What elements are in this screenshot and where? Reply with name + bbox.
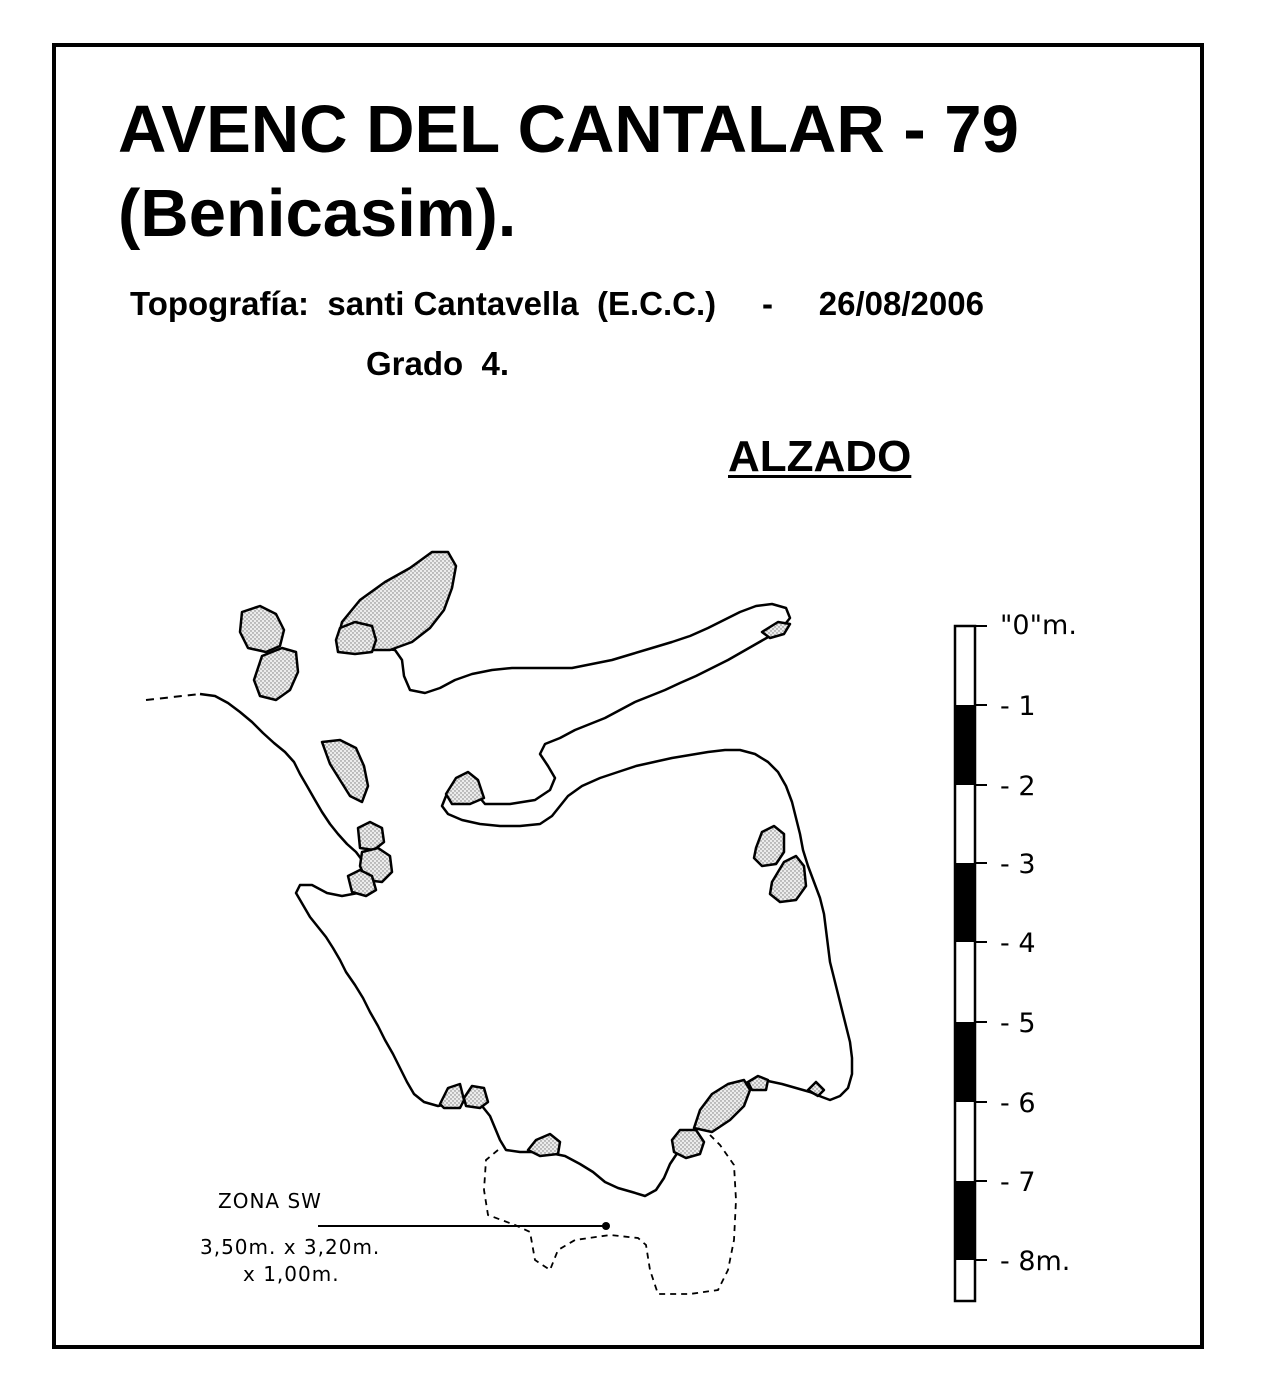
boulder-floor-g [808, 1082, 824, 1096]
sw-zone-dashed-outline [484, 1135, 736, 1294]
cave-title-line1: AVENC DEL CANTALAR - 79 [118, 92, 1019, 167]
scale-bar-label: - 2 [1000, 771, 1036, 802]
scale-bar-segment [955, 626, 975, 705]
boulders [240, 552, 824, 1158]
sw-zone-marker-dot [602, 1222, 610, 1230]
boulder-wall-a [358, 822, 384, 850]
boulder-floor-b [464, 1086, 488, 1108]
sw-zone-dimensions-line2: x 1,00m. [243, 1262, 340, 1286]
scale-bar-label: - 8m. [1000, 1246, 1071, 1277]
scale-bar-segment [955, 1260, 975, 1301]
cave-title-line2: (Benicasim). [118, 176, 517, 251]
boulder-top-left [336, 622, 376, 654]
boulder-passage-end [446, 772, 484, 804]
boulder-left-upper [240, 606, 284, 652]
scale-bar-label: - 7 [1000, 1167, 1036, 1198]
upper-passage-outline [378, 604, 790, 804]
boulder-floor-d [672, 1130, 704, 1158]
scale-bar-segment [955, 863, 975, 942]
cave-wall-outline [200, 694, 852, 1196]
sw-zone-label: ZONA SW [218, 1189, 322, 1213]
scale-bar-label: - 6 [1000, 1088, 1036, 1119]
scale-bar-segment [955, 1102, 975, 1181]
scale-bar-segment [955, 1022, 975, 1102]
scale-bar-segment [955, 785, 975, 863]
boulder-floor-c [528, 1134, 560, 1156]
survey-grade: Grado 4. [366, 345, 510, 382]
scale-bar-segment [955, 705, 975, 785]
scale-bar-label: - 3 [1000, 849, 1036, 880]
scale-bar-segments [955, 626, 975, 1301]
scale-bar-segment [955, 1181, 975, 1260]
boulder-east-upper [754, 826, 784, 866]
section-type-label: ALZADO [728, 432, 912, 481]
boulder-floor-e [694, 1080, 750, 1132]
scale-bar-label: - 5 [1000, 1008, 1036, 1039]
scale-bar-ticks [975, 626, 987, 1260]
vertical-scale-bar [955, 610, 1077, 1301]
topography-credits: Topografía: santi Cantavella (E.C.C.) - 26/08/2006 [130, 285, 984, 322]
boulder-left-lower [254, 648, 298, 700]
surface-dashed-line [146, 694, 200, 700]
scale-bar-segment [955, 942, 975, 1022]
sw-zone-dimensions-line1: 3,50m. x 3,20m. [200, 1235, 381, 1259]
boulder-floor-f [748, 1076, 768, 1090]
scale-bar-label: - 4 [1000, 928, 1036, 959]
boulder-wall-elongated [322, 740, 368, 802]
scale-bar-label: "0"m. [1000, 610, 1077, 641]
scale-bar-label: - 1 [1000, 691, 1036, 722]
boulder-floor-a [440, 1084, 464, 1108]
boulder-east-tip [762, 622, 790, 638]
scale-bar-labels [1000, 610, 1077, 1277]
